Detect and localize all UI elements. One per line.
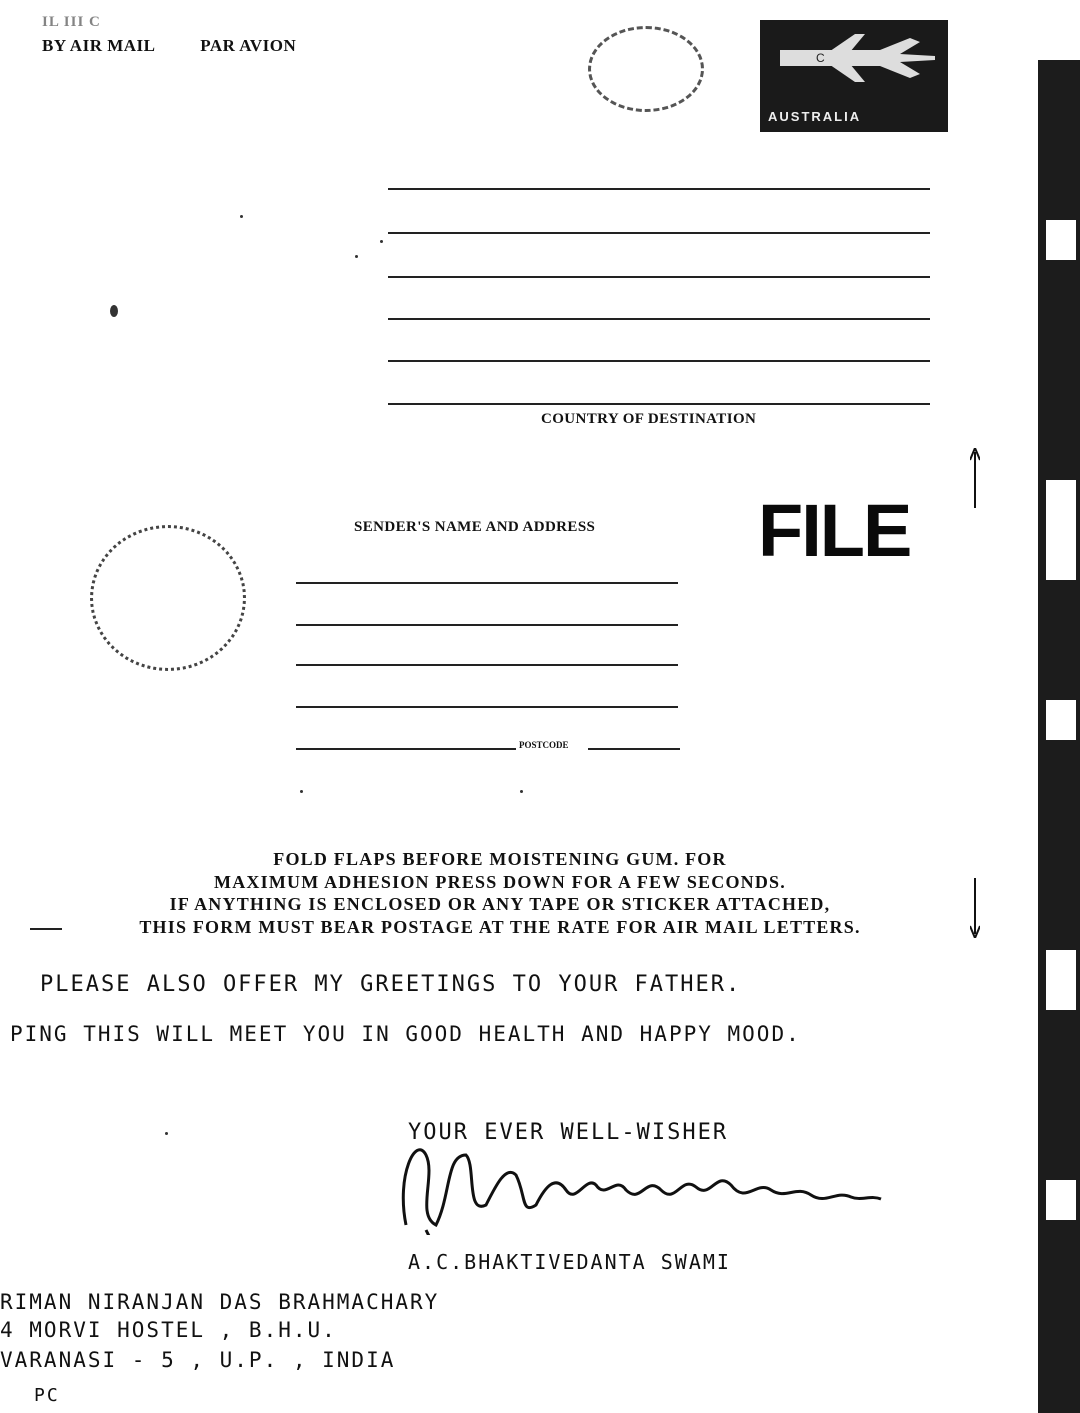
- sender-line-4: [296, 706, 678, 708]
- recipient-line-4: PC: [34, 1385, 60, 1406]
- country-of-destination-label: COUNTRY OF DESTINATION: [541, 411, 757, 427]
- recipient-line-2: 4 MORVI HOSTEL , B.H.U.: [0, 1318, 337, 1342]
- fold-instructions: [60, 848, 940, 938]
- instruction-line-4: THIS FORM MUST BEAR POSTAGE AT THE RATE FOR AIR MAIL LETTERS.: [139, 916, 861, 937]
- recipient-line-3: VARANASI - 5 , U.P. , INDIA: [0, 1348, 396, 1372]
- speck: [520, 790, 523, 793]
- address-line-2: [388, 232, 930, 234]
- letter-line-2: PING THIS WILL MEET YOU IN GOOD HEALTH AND HAPPY MOOD.: [10, 1022, 801, 1046]
- sender-label: SENDER'S NAME AND ADDRESS: [354, 519, 596, 535]
- stamp-country: AUSTRALIA: [768, 109, 862, 124]
- address-line-4: [388, 318, 930, 320]
- sender-line-3: [296, 664, 678, 666]
- speck: [300, 790, 303, 793]
- speck: [165, 1132, 168, 1135]
- instruction-line-1: FOLD FLAPS BEFORE MOISTENING GUM. FOR: [273, 849, 727, 869]
- airmail-header: [42, 36, 336, 56]
- instruction-dash: [30, 928, 62, 930]
- arrow-down-icon: [970, 878, 980, 938]
- airmail-stamp: [760, 20, 948, 132]
- recipient-line-1: RIMAN NIRANJAN DAS BRAHMACHARY: [0, 1290, 440, 1314]
- speck: [110, 305, 118, 317]
- postmark-left: [90, 525, 246, 671]
- instruction-line-3: IF ANYTHING IS ENCLOSED OR ANY TAPE OR STICKER ATTACHED,: [169, 894, 831, 914]
- sender-line-1: [296, 582, 678, 584]
- postmark-top: [588, 26, 704, 112]
- sender-line-5: [296, 748, 516, 750]
- arrow-up-icon: [970, 448, 980, 508]
- speck: [355, 255, 358, 258]
- postcode-label: POSTCODE: [519, 740, 569, 750]
- torn-edge: [1024, 60, 1080, 1413]
- sender-line-2: [296, 624, 678, 626]
- file-stamp: FILE: [758, 489, 911, 572]
- postcode-line: [588, 748, 680, 750]
- instruction-line-2: MAXIMUM ADHESION PRESS DOWN FOR A FEW SECONDS.: [214, 871, 786, 892]
- signature-scribble: [396, 1135, 886, 1235]
- speck: [240, 215, 243, 218]
- address-line-3: [388, 276, 930, 278]
- header-faded-text: IL III C: [42, 14, 101, 30]
- address-line-6: [388, 403, 930, 405]
- signed-name: A.C.BHAKTIVEDANTA SWAMI: [408, 1250, 731, 1274]
- speck: [380, 240, 383, 243]
- address-line-1: [388, 188, 930, 190]
- letter-line-1: PLEASE ALSO OFFER MY GREETINGS TO YOUR FATHER.: [40, 972, 742, 997]
- address-line-5: [388, 360, 930, 362]
- par-avion-label: PAR AVION: [200, 36, 297, 55]
- airmail-label: BY AIR MAIL: [42, 36, 156, 55]
- letter-closing: YOUR EVER WELL-WISHER: [408, 1120, 729, 1145]
- svg-text:C: C: [816, 51, 825, 65]
